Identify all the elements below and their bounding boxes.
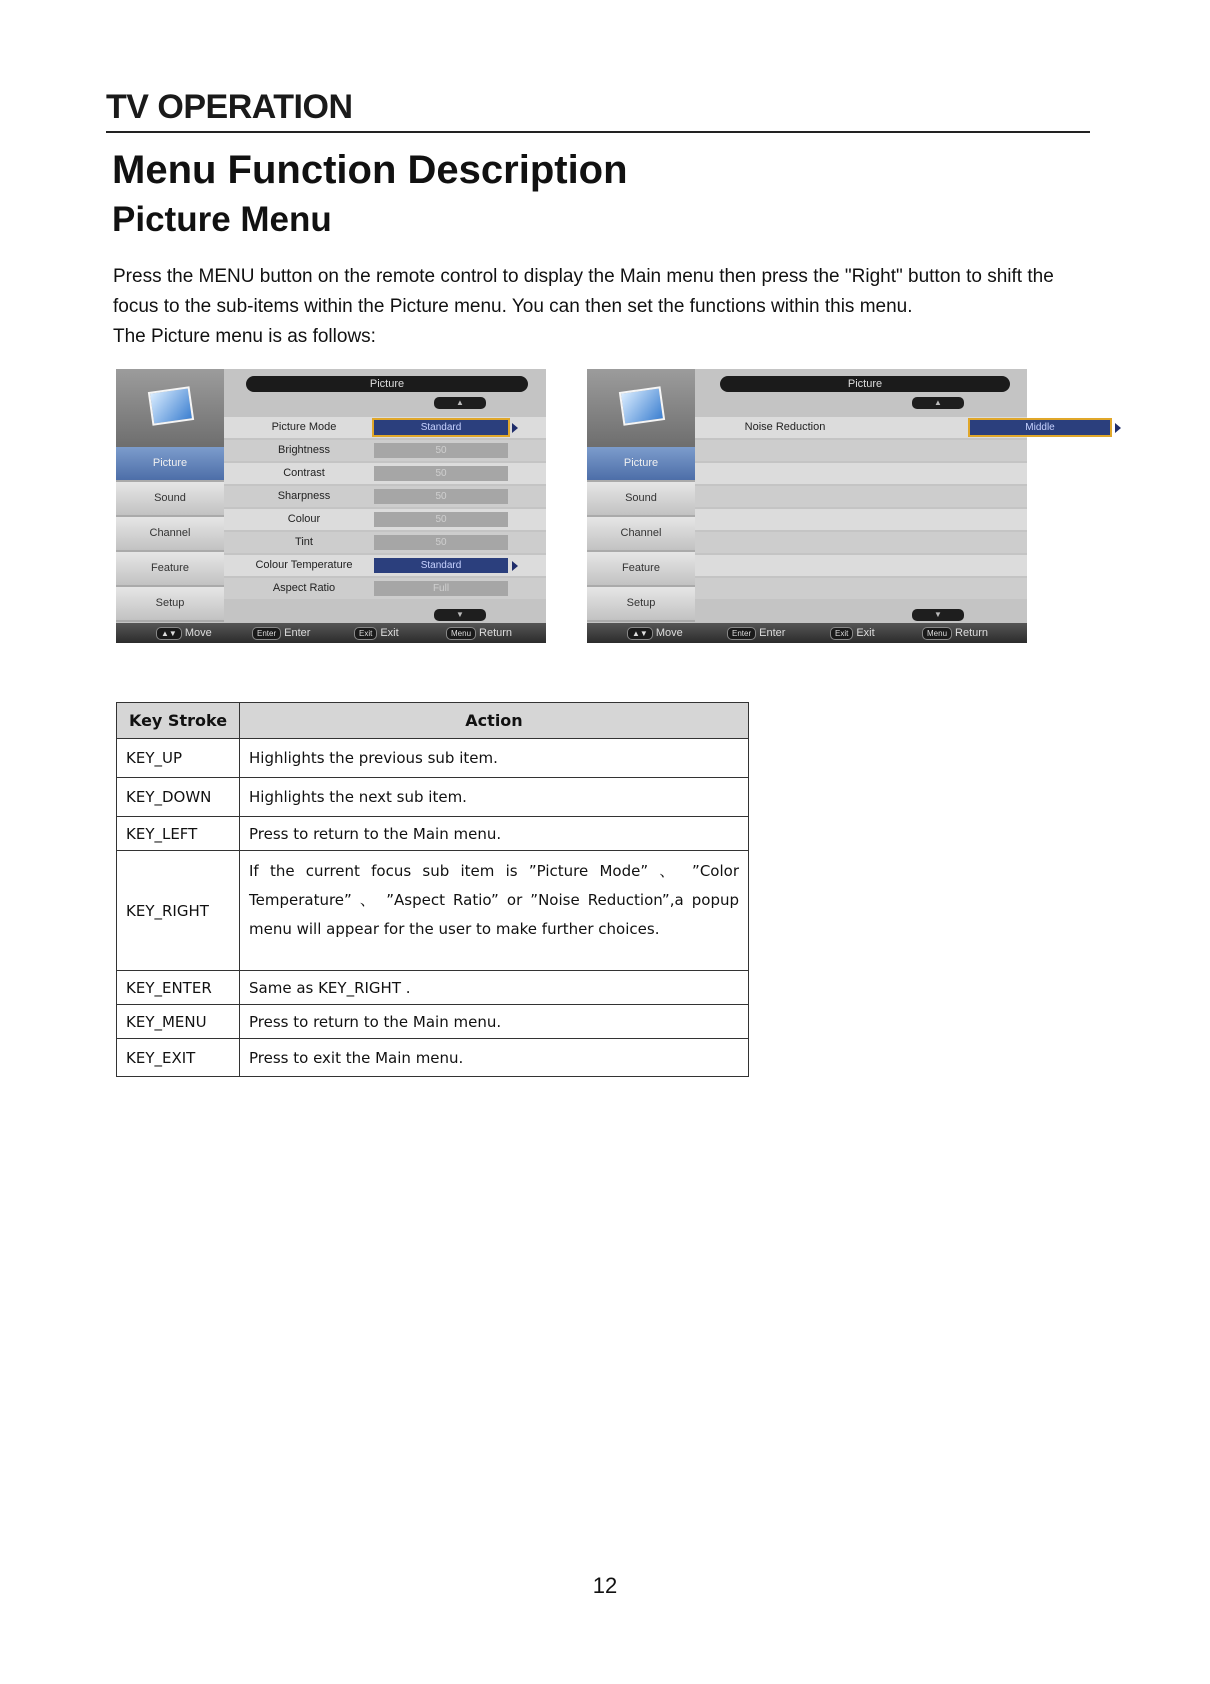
exit-key-icon: Exit: [354, 627, 377, 640]
footer-return-label: Return: [479, 627, 513, 639]
table-row: [117, 1005, 749, 1039]
footer-return-label: Return: [955, 627, 989, 639]
page-subtitle: Picture Menu: [112, 200, 332, 239]
row-label: Contrast: [283, 467, 325, 479]
menu-row-empty: [695, 463, 1027, 484]
scroll-up-icon: ▲: [912, 397, 964, 409]
footer-enter: [252, 623, 310, 643]
table-row: [117, 971, 749, 1005]
menu-key-icon: Menu: [446, 627, 476, 640]
menu-sidebar: [587, 447, 695, 622]
key-stroke-table: [116, 702, 749, 1077]
sidebar-item-feature: Feature: [116, 552, 224, 587]
row-value: 50: [374, 443, 508, 458]
key-cell: KEY_LEFT: [117, 817, 240, 851]
intro-text: [113, 262, 1093, 352]
scroll-down-icon: ▼: [912, 609, 964, 621]
menu-row-empty: [695, 486, 1027, 507]
menu-title-bar: Picture: [246, 376, 528, 392]
menu-row-colour-temperature: [224, 555, 546, 576]
action-cell: Same as KEY_RIGHT .: [240, 971, 749, 1005]
row-label: Sharpness: [277, 490, 331, 502]
sidebar-item-sound: Sound: [587, 482, 695, 517]
footer-enter: [727, 623, 785, 643]
menu-row-empty: [695, 509, 1027, 530]
scroll-up-icon: ▲: [434, 397, 486, 409]
page-number: 12: [592, 1573, 618, 1598]
section-header: TV OPERATION: [106, 88, 353, 126]
page-title: Menu Function Description: [112, 148, 628, 192]
menu-row-empty: [695, 555, 1027, 576]
picture-menu-screenshot-1: [116, 369, 546, 643]
table-row: [117, 851, 749, 971]
action-cell: Highlights the next sub item.: [240, 778, 749, 817]
key-cell: KEY_UP: [117, 739, 240, 778]
menu-title-bar: Picture: [720, 376, 1010, 392]
arrow-right-icon: [1115, 423, 1121, 433]
footer-enter-label: Enter: [759, 627, 786, 639]
row-label: Colour Temperature: [255, 559, 353, 571]
sidebar-item-setup: Setup: [587, 587, 695, 622]
menu-footer: [116, 623, 546, 643]
menu-row-empty: [695, 532, 1027, 553]
row-value: Standard: [374, 420, 508, 435]
menu-key-icon: Menu: [922, 627, 952, 640]
table-row: [117, 739, 749, 778]
menu-footer: [587, 623, 1027, 643]
row-label: Brightness: [278, 444, 330, 456]
footer-exit-label: Exit: [856, 627, 875, 639]
row-label: Colour: [287, 513, 321, 525]
row-label: Tint: [295, 536, 313, 548]
header-rule: [106, 131, 1090, 133]
table-row: [117, 778, 749, 817]
key-cell: KEY_ENTER: [117, 971, 240, 1005]
picture-category-icon: [116, 369, 224, 447]
sidebar-item-picture: Picture: [116, 447, 224, 482]
footer-move: [156, 623, 212, 643]
action-cell: Highlights the previous sub item.: [240, 739, 749, 778]
arrow-right-icon: [512, 561, 518, 571]
exit-key-icon: Exit: [830, 627, 853, 640]
menu-row-empty: [695, 578, 1027, 599]
footer-exit: [830, 623, 875, 643]
key-cell: KEY_MENU: [117, 1005, 240, 1039]
picture-category-icon: [587, 369, 695, 447]
row-value: Full: [374, 581, 508, 596]
scroll-down-icon: ▼: [434, 609, 486, 621]
column-header-key-stroke: Key Stroke: [117, 703, 240, 739]
footer-return: [922, 623, 988, 643]
menu-row-aspect-ratio: [224, 578, 546, 599]
sidebar-item-setup: Setup: [116, 587, 224, 622]
row-value: 50: [374, 535, 508, 550]
footer-move: [627, 623, 683, 643]
row-value: Middle: [970, 420, 1110, 435]
action-cell: Press to return to the Main menu.: [240, 1005, 749, 1039]
intro-paragraph: Press the MENU button on the remote control to display the Main menu then press the "Right" button to shift the focus to the sub-items within the Picture menu. You can then set the functions within this menu.: [113, 266, 1054, 317]
menu-row-empty: [695, 440, 1027, 461]
footer-return: [446, 623, 512, 643]
key-cell: KEY_DOWN: [117, 778, 240, 817]
column-header-action: Action: [240, 703, 749, 739]
sidebar-item-sound: Sound: [116, 482, 224, 517]
arrow-right-icon: [512, 423, 518, 433]
intro-paragraph-2: The Picture menu is as follows:: [113, 326, 376, 347]
action-cell: Press to return to the Main menu.: [240, 817, 749, 851]
table-row: [117, 817, 749, 851]
row-label: Picture Mode: [271, 421, 337, 433]
enter-key-icon: Enter: [727, 627, 756, 640]
menu-options: [695, 417, 1055, 601]
menu-row-sharpness: [224, 486, 546, 507]
footer-exit: [354, 623, 399, 643]
key-cell: KEY_EXIT: [117, 1039, 240, 1077]
footer-move-label: Move: [184, 627, 212, 639]
updown-key-icon: ▲▼: [627, 627, 653, 640]
row-label: Aspect Ratio: [272, 582, 336, 594]
action-cell: Press to exit the Main menu.: [240, 1039, 749, 1077]
updown-key-icon: ▲▼: [156, 627, 182, 640]
row-value: Standard: [374, 558, 508, 573]
menu-row-contrast: [224, 463, 546, 484]
footer-enter-label: Enter: [284, 627, 311, 639]
row-value: 50: [374, 489, 508, 504]
menu-row-noise-reduction: [695, 417, 1055, 438]
sidebar-item-channel: Channel: [587, 517, 695, 552]
table-row: [117, 1039, 749, 1077]
picture-menu-screenshot-2: [587, 369, 1055, 643]
menu-row-colour: [224, 509, 546, 530]
table-header-row: [117, 703, 749, 739]
menu-sidebar: [116, 447, 224, 622]
enter-key-icon: Enter: [252, 627, 281, 640]
menu-row-tint: [224, 532, 546, 553]
row-label: Noise Reduction: [744, 421, 826, 433]
sidebar-item-channel: Channel: [116, 517, 224, 552]
menu-row-picture-mode: [224, 417, 546, 438]
key-cell: KEY_RIGHT: [117, 851, 240, 971]
footer-move-label: Move: [655, 627, 683, 639]
menu-row-brightness: [224, 440, 546, 461]
action-cell: If the current focus sub item is ”Picture Mode” 、 ”Color Temperature” 、 ”Aspect Ratio” or ”Noise Reduction”,a popup menu will appear for the user to make further choices.: [240, 851, 749, 971]
sidebar-item-feature: Feature: [587, 552, 695, 587]
row-value: 50: [374, 512, 508, 527]
sidebar-item-picture: Picture: [587, 447, 695, 482]
row-value: 50: [374, 466, 508, 481]
footer-exit-label: Exit: [380, 627, 399, 639]
menu-options: [224, 417, 546, 601]
